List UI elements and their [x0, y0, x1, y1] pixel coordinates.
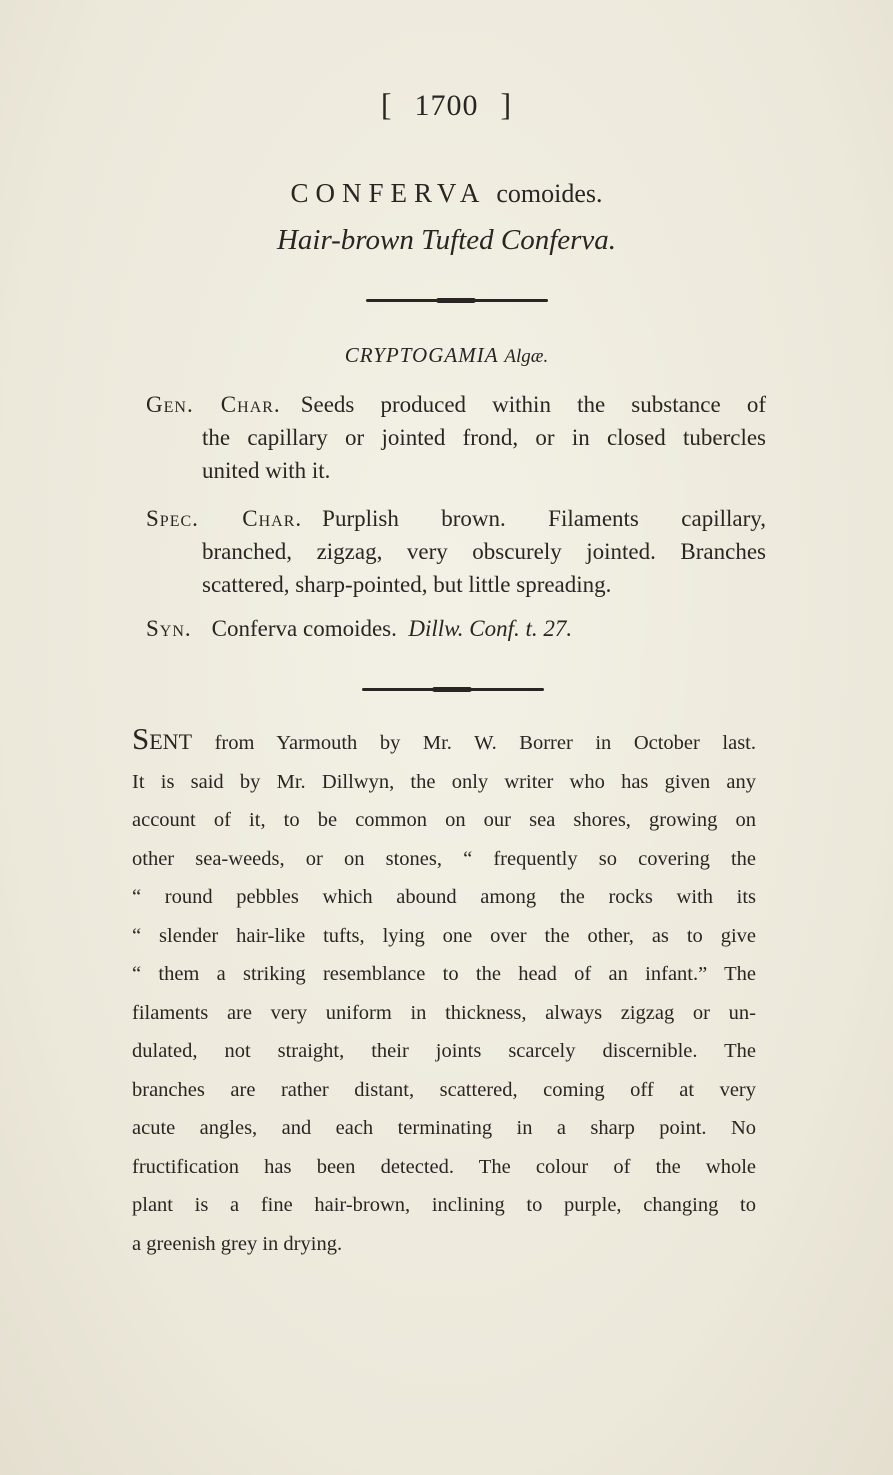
body-line-7: “ them a striking resemblance to the head of an infant.” The	[132, 963, 756, 985]
syn-name: Conferva comoides.	[211, 616, 397, 641]
body-line-14: a greenish grey in drying.	[132, 1232, 343, 1255]
specific-character	[146, 502, 766, 601]
body-line-5: “ round pebbles which abound among the rocks with its	[132, 886, 756, 908]
body-line-3: account of it, to be common on our sea shores, growing on	[132, 809, 756, 831]
body-line-2: It is said by Mr. Dillwyn, the only writer who has given any	[132, 770, 756, 793]
synonymy	[146, 612, 766, 645]
page-number	[0, 86, 893, 123]
body-line-12: fructification has been detected. The colour of the whole	[132, 1155, 756, 1178]
classification-class: CRYPTOGAMIA	[344, 343, 499, 367]
spec-char-line-1	[146, 502, 766, 535]
body-line-10: branches are rather distant, scattered, coming off at very	[132, 1078, 756, 1101]
genus-name: CONFERVA	[290, 178, 487, 208]
body-line-11: acute angles, and each terminating in a sharp point. No	[132, 1117, 756, 1139]
species-title	[0, 178, 893, 209]
spec-char-text-1: Purplish brown. Filaments capillary,	[322, 506, 766, 531]
gen-char-text-1: Seeds produced within the substance of	[300, 392, 766, 417]
body-line-13: plant is a fine hair-brown, inclining to purple, changing to	[132, 1194, 756, 1216]
spec-char-label: Spec. Char.	[146, 506, 303, 531]
body-line-1	[132, 720, 756, 763]
common-name: Hair-brown Tufted Conferva.	[276, 224, 617, 256]
spec-char-line-3: scattered, sharp-pointed, but little spreading.	[202, 572, 612, 597]
gen-char-line-1	[146, 388, 766, 421]
generic-character	[146, 388, 766, 487]
ornamental-rule-bottom	[362, 688, 544, 691]
body-line-9: dulated, not straight, their joints scarcely discernible. The	[132, 1040, 756, 1062]
gen-char-label: Gen. Char.	[146, 392, 281, 417]
body-line-4: other sea-weeds, or on stones, “ frequently so covering the	[132, 847, 756, 870]
classification	[0, 343, 893, 368]
page-number-value: 1700	[414, 89, 479, 122]
right-bracket: ]	[500, 86, 513, 122]
gen-char-line-3: united with it.	[202, 458, 331, 483]
spec-char-line-2: branched, zigzag, very obscurely jointed. Branches	[202, 539, 766, 564]
classification-order: Algæ.	[504, 346, 549, 367]
body-line-1-text: from Yarmouth by Mr. W. Borrer in October last.	[192, 732, 756, 754]
ornamental-rule-top	[366, 299, 548, 302]
body-line-8: filaments are very uniform in thickness, always zigzag or un-	[132, 1001, 756, 1024]
syn-label: Syn.	[146, 616, 192, 641]
drop-cap-word: Sent	[132, 721, 193, 756]
gen-char-line-2: the capillary or jointed frond, or in closed tubercles	[202, 425, 766, 450]
species-name: comoides.	[496, 179, 603, 208]
syn-reference: Dillw. Conf. t. 27.	[408, 616, 573, 641]
description-text	[132, 720, 756, 1263]
left-bracket: [	[380, 86, 393, 122]
body-line-6: “ slender hair-like tufts, lying one over the other, as to give	[132, 924, 756, 947]
